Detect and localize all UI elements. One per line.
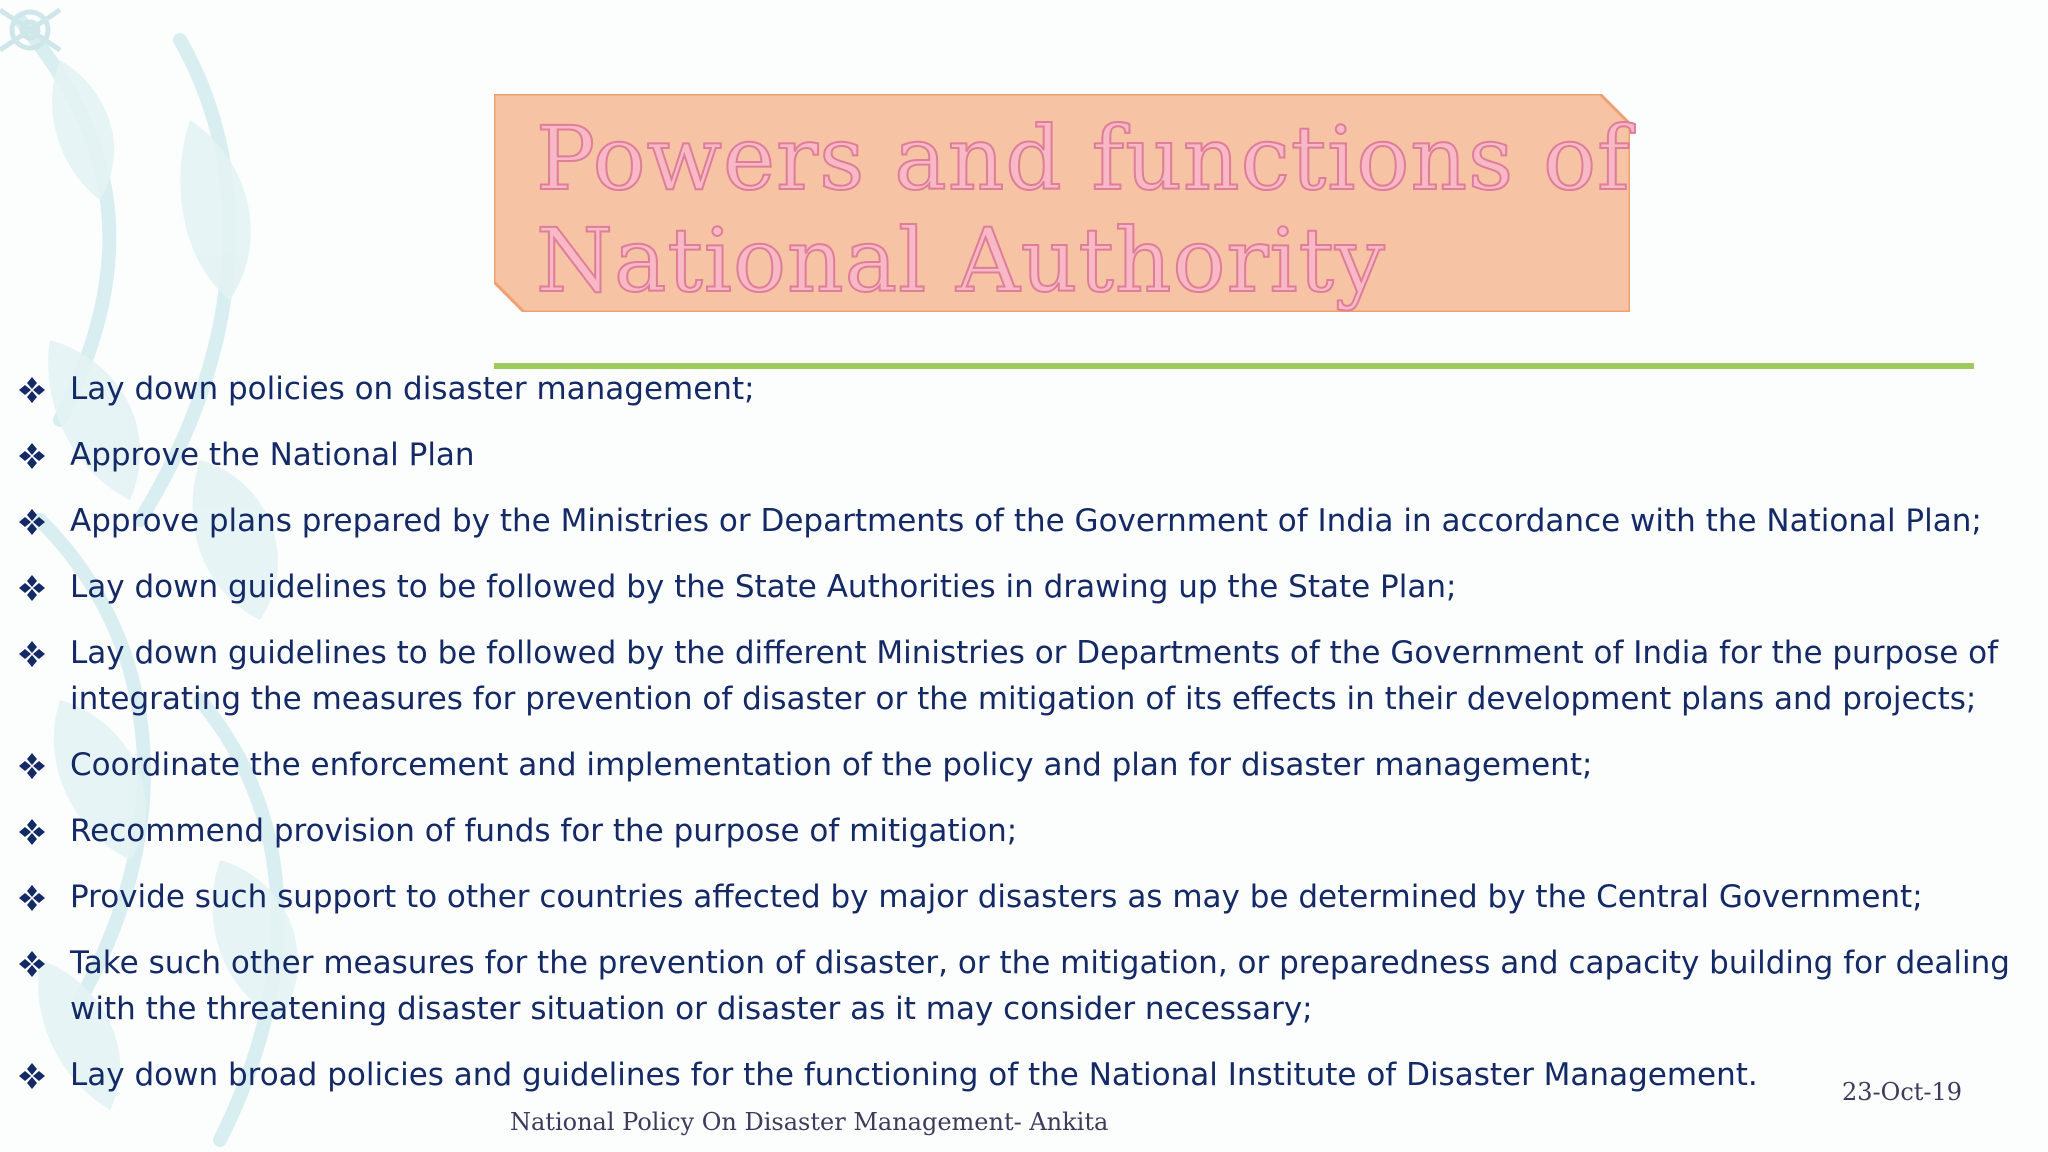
bullet-list (18, 366, 2028, 1118)
list-item (18, 564, 2028, 610)
four-diamond-bullet-icon (18, 640, 46, 668)
page-title: Powers and functions of National Authority (536, 107, 1631, 312)
list-item (18, 940, 2028, 1032)
bullet-text: Lay down guidelines to be followed by the State Authorities in drawing up the State Plan; (70, 569, 1457, 605)
slide-date: 23-Oct-19 (1842, 1078, 1963, 1106)
four-diamond-bullet-icon (18, 574, 46, 602)
bullet-text: Coordinate the enforcement and implementation of the policy and plan for disaster management; (70, 747, 1593, 783)
bullet-text: Take such other measures for the prevention of disaster, or the mitigation, or preparedness and capacity building for dealing with the threatening disaster situation or disaster as it may consider necessary; (70, 945, 2010, 1027)
four-diamond-bullet-icon (18, 376, 46, 404)
bullet-text: Recommend provision of funds for the purpose of mitigation; (70, 813, 1018, 849)
list-item (18, 1052, 2028, 1098)
list-item (18, 630, 2028, 722)
four-diamond-bullet-icon (18, 950, 46, 978)
bullet-text: Provide such support to other countries affected by major disasters as may be determined by the Central Government; (70, 879, 1923, 915)
list-item (18, 742, 2028, 788)
bullet-text: Approve the National Plan (70, 437, 475, 473)
four-diamond-bullet-icon (18, 884, 46, 912)
four-diamond-bullet-icon (18, 1062, 46, 1090)
list-item (18, 874, 2028, 920)
bullet-text: Approve plans prepared by the Ministries or Departments of the Government of India in accordance with the National Plan; (70, 503, 1982, 539)
list-item (18, 498, 2028, 544)
bullet-text: Lay down guidelines to be followed by the different Ministries or Departments of the Government of India for the purpose of integrating the measures for prevention of disaster or the mitigation of its effects in their development plans and projects; (70, 635, 1999, 717)
four-diamond-bullet-icon (18, 442, 46, 470)
four-diamond-bullet-icon (18, 818, 46, 846)
bullet-text: Lay down policies on disaster management; (70, 371, 755, 407)
four-diamond-bullet-icon (18, 752, 46, 780)
list-item (18, 366, 2028, 412)
bullet-text: Lay down broad policies and guidelines for the functioning of the National Institute of Disaster Management. (70, 1057, 1758, 1093)
list-item (18, 808, 2028, 854)
footer-text: National Policy On Disaster Management- Ankita (510, 1108, 1109, 1136)
list-item (18, 432, 2028, 478)
four-diamond-bullet-icon (18, 508, 46, 536)
